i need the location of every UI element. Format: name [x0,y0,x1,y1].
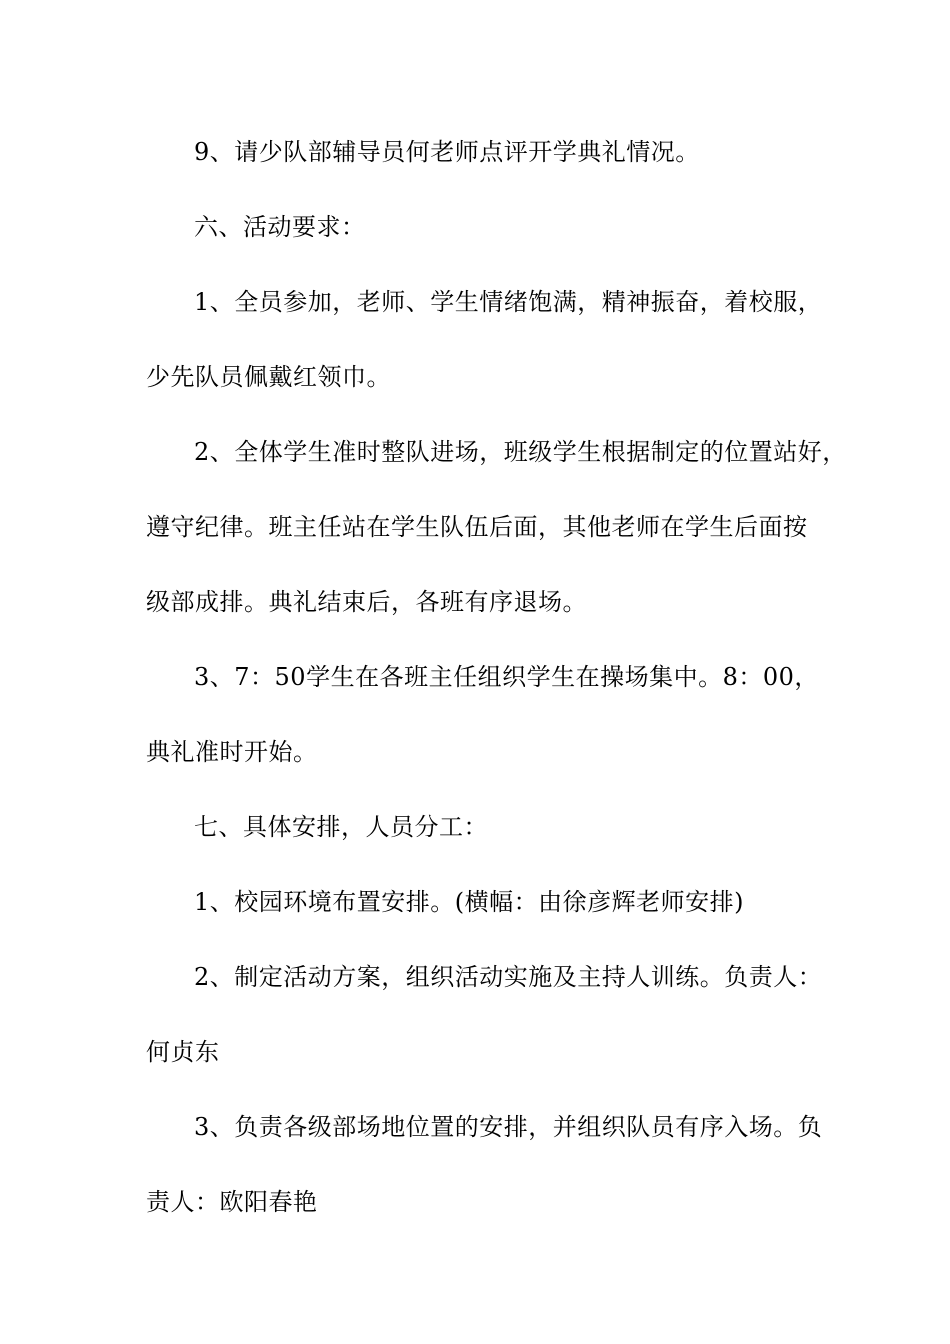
text-line-requirement-3: 3、7：50学生在各班主任组织学生在操场集中。8：00， [194,663,819,691]
text-line-arrangement-1: 1、校园环境布置安排。(横幅：由徐彦辉老师安排) [194,888,744,916]
text-line-requirement-2-cont-2: 级部成排。典礼结束后，各班有序退场。 [146,588,587,616]
text-line-item-9: 9、请少队部辅导员何老师点评开学典礼情况。 [194,138,700,166]
text-line-requirement-1-cont: 少先队员佩戴红领巾。 [146,363,391,391]
heading-specific-arrangements: 七、具体安排，人员分工： [194,813,488,841]
text-line-arrangement-2: 2、制定活动方案，组织活动实施及主持人训练。负责人： [194,963,823,991]
text-line-requirement-3-cont: 典礼准时开始。 [146,738,318,766]
text-line-requirement-2: 2、全体学生准时整队进场，班级学生根据制定的位置站好， [194,438,847,466]
text-line-arrangement-2-cont: 何贞东 [146,1038,220,1066]
text-line-requirement-1: 1、全员参加，老师、学生情绪饱满，精神振奋，着校服， [194,288,823,316]
text-line-arrangement-3-cont: 责人：欧阳春艳 [146,1188,318,1216]
text-line-arrangement-3: 3、负责各级部场地位置的安排，并组织队员有序入场。负 [194,1113,823,1141]
heading-activity-requirements: 六、活动要求： [194,213,366,241]
text-line-requirement-2-cont: 遵守纪律。班主任站在学生队伍后面，其他老师在学生后面按 [146,513,808,541]
